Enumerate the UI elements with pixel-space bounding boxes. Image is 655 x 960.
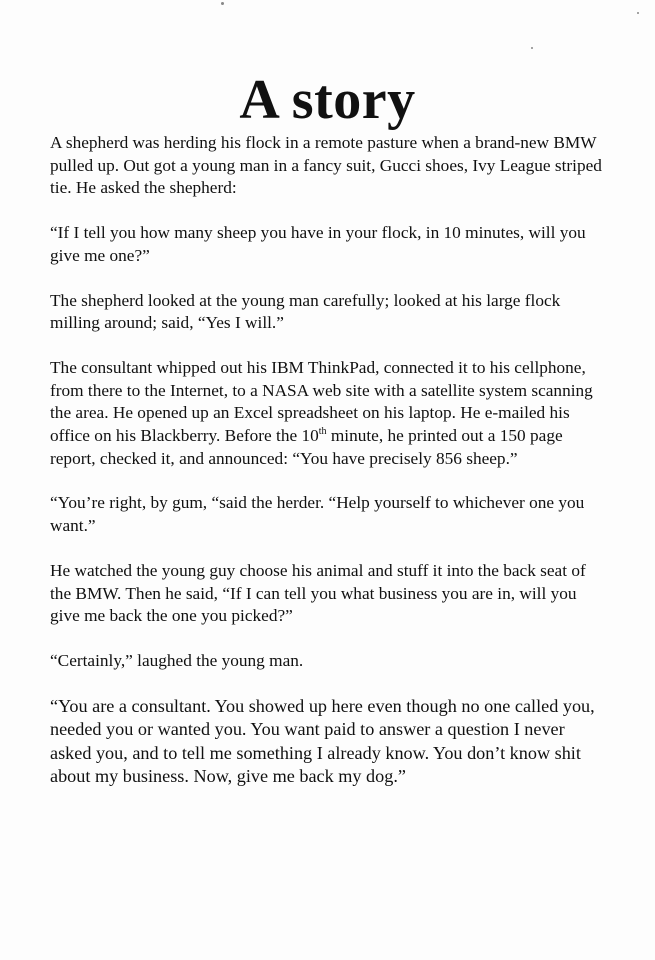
paragraph-offer: “If I tell you how many sheep you have in your flock, in 10 minutes, will you give me one?” <box>50 223 586 265</box>
consultant-text-start: The consultant whipped out his IBM ThinkPad, connected it to his cellphone, from there to the Internet, to a NASA web site with a satellite system scanning the area. He opened up an Excel spreadsheet on his laptop. He e-mailed his office on his Blackberry. Before the 10 <box>50 357 593 446</box>
paragraph-punchline: “You are a consultant. You showed up here even though no one called you, needed you or wanted you. You want paid to answer a question I never asked you, and to tell me something I already know. You don’t know shit about my business. Now, give me back my dog.” <box>50 695 595 787</box>
scan-speck <box>637 12 639 14</box>
scan-speck <box>531 47 533 49</box>
story-body <box>50 132 606 811</box>
consultant-text-end: minute, he printed out a 150 page report, checked it, and announced: “You have precisely 856 sheep.” <box>50 426 563 468</box>
paragraph-intro: A shepherd was herding his flock in a remote pasture when a brand-new BMW pulled up. Out got a young man in a fancy suit, Gucci shoes, Ivy League striped tie. He asked the shepherd: <box>50 133 602 198</box>
paragraph-shepherd-agrees: The shepherd looked at the young man carefully; looked at his large flock milling around; said, “Yes I will.” <box>50 290 561 333</box>
paragraph-consultant <box>50 357 606 471</box>
document-title: A story <box>239 68 416 131</box>
scan-speck <box>221 2 224 5</box>
paragraph-certainly: “Certainly,” laughed the young man. <box>50 650 304 670</box>
paragraph-counter-offer: He watched the young guy choose his animal and stuff it into the back seat of the BMW. Then he said, “If I can tell you what business you are in, will you give me back the one you picked?” <box>50 560 586 626</box>
ordinal-superscript: th <box>318 426 327 438</box>
paragraph-herder-reply: “You’re right, by gum, “said the herder. “Help yourself to whichever one you want.” <box>50 493 585 536</box>
